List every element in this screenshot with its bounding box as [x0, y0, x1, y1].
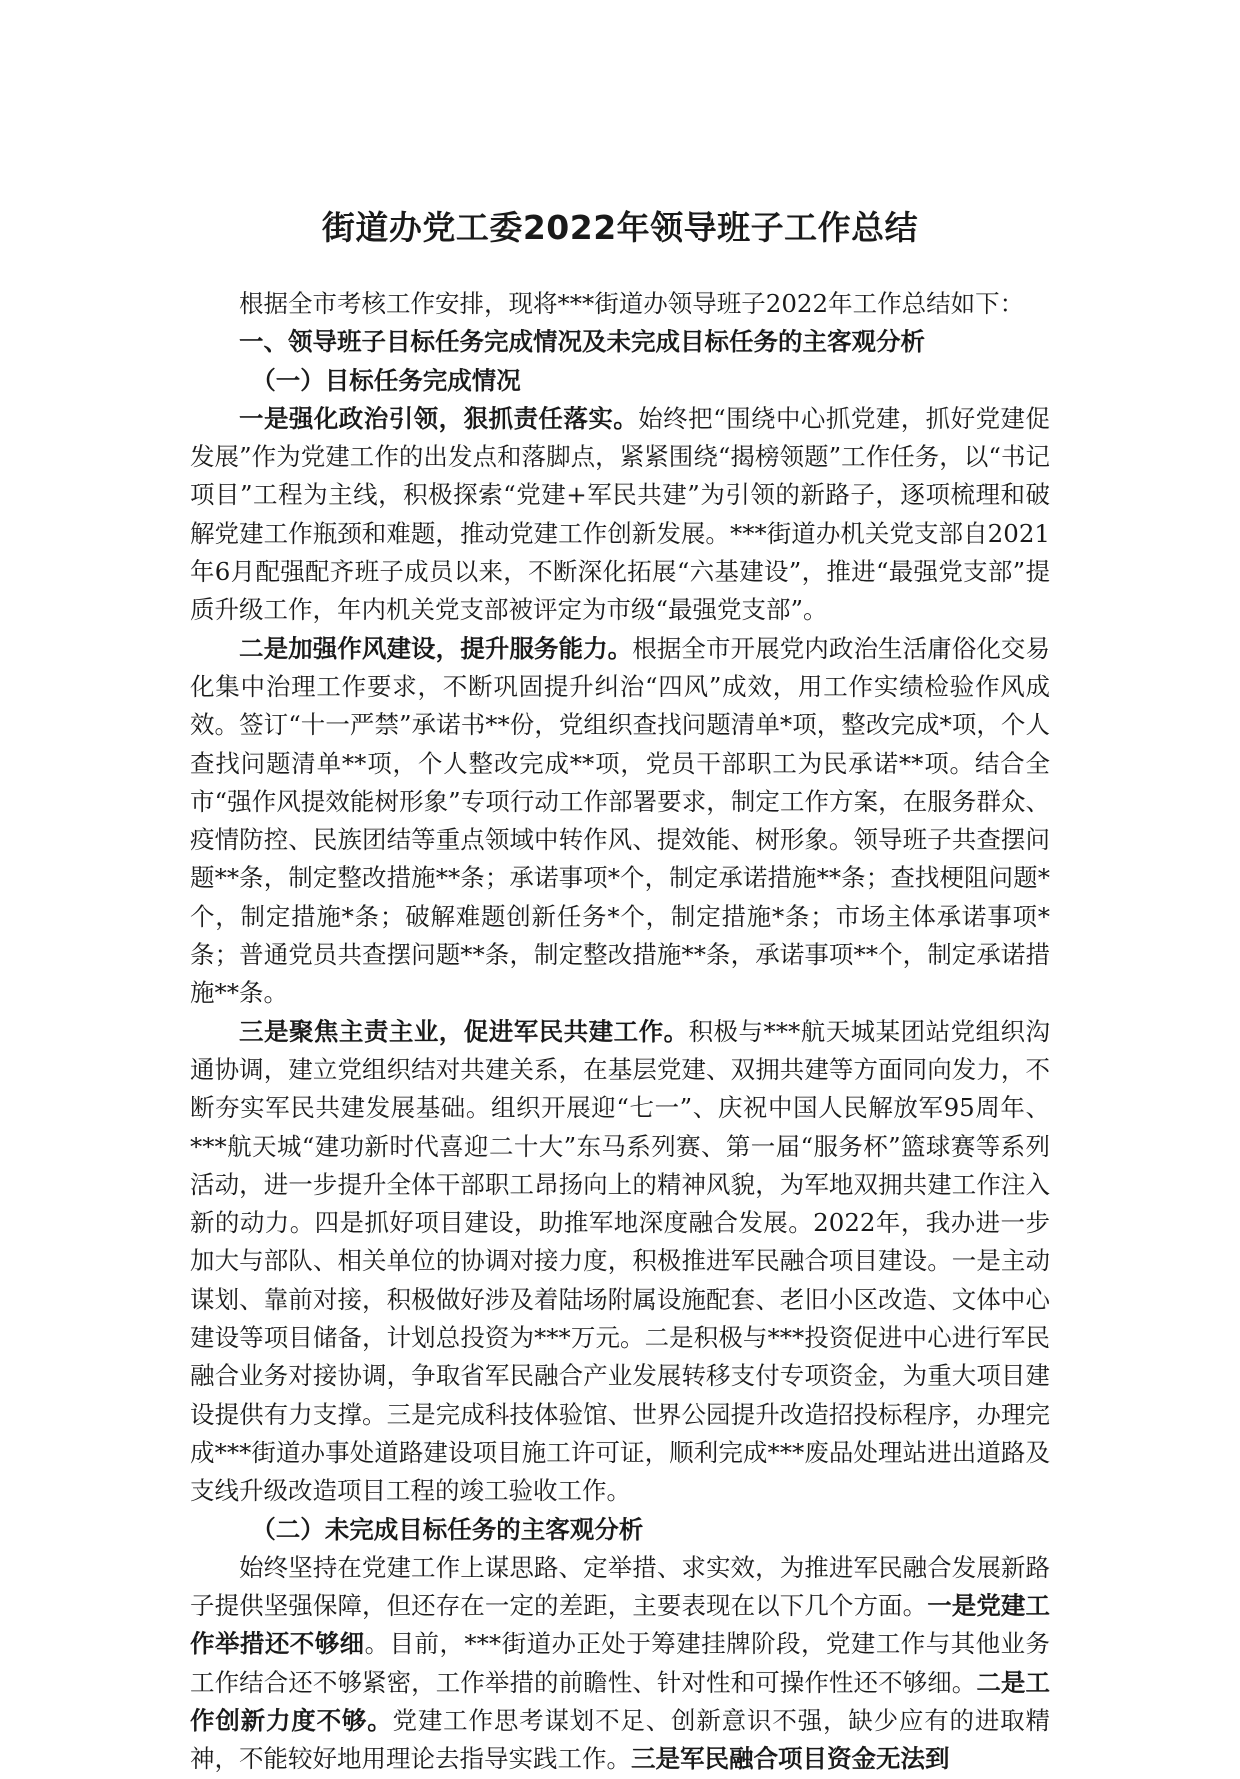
intro-paragraph: 根据全市考核工作安排，现将***街道办领导班子2022年工作总结如下： — [239, 289, 1025, 318]
paragraph-lead: 一是党建工作举措还不够细 — [190, 1591, 1050, 1659]
paragraph-lead: 三是军民融合项目资金无法到 — [631, 1744, 950, 1774]
paragraph-text: 根据全市开展党内政治生活庸俗化交易化集中治理工作要求，不断巩固提升纠治“四风”成效，用工作实绩检验作风成效。签订“十一严禁”承诺书**份，党组织查找问题清单*项，整改完成*项，个人查找问题清单**项，个人整改完成**项，党员干部职工为民承诺**项。结合全市“强作风提效能树形象”专项行动工作部署要求，制定工作方案，在服务群众、疫情防控、民族团结等重点领域中转作风、提效能、树形象。领导班子共查摆问题**条，制定整改措施**条；承诺事项*个，制定承诺措施**条；查找梗阻问题*个，制定措施*条；破解难题创新任务*个，制定措施*条；市场主体承诺事项*条；普通党员共查摆问题**条，制定整改措施**条，承诺事项**个，制定承诺措施**条。 — [190, 633, 1050, 1008]
subsection-heading-2: （二）未完成目标任务的主客观分析 — [251, 1514, 644, 1544]
paragraph-text: 党建工作思考谋划不足、创新意识不强，缺少应有的进取精神，不能较好地用理论去指导实践工作。 — [190, 1705, 1050, 1774]
paragraph-political-leadership — [190, 400, 1050, 630]
section-heading-1: 一、领导班子目标任务完成情况及未完成目标任务的主客观分析 — [239, 327, 925, 357]
document-body — [190, 285, 1050, 1779]
paragraph-lead: 二是加强作风建设，提升服务能力。 — [239, 633, 633, 663]
document-title: 街道办党工委2022年领导班子工作总结 — [321, 208, 919, 247]
paragraph-text: 。目前，***街道办正处于筹建挂牌阶段，党建工作与其他业务工作结合还不够紧密，工作举措的前瞻性、针对性和可操作性还不够细。 — [190, 1629, 1051, 1697]
paragraph-lead: 三是聚焦主责主业，促进军民共建工作。 — [239, 1016, 689, 1046]
paragraph-text: 积极与***航天城某团站党组织沟通协调，建立党组织结对共建关系，在基层党建、双拥共建等方面同向发力，不断夯实军民共建发展基础。组织开展迎“七一”、庆祝中国人民解放军95周年、***航天城“建功新时代喜迎二十大”东马系列赛、第一届“服务杯”篮球赛等系列活动，进一步提升全体干部职工昂扬向上的精神风貌，为军地双拥共建工作注入新的动力。四是抓好项目建设，助推军地深度融合发展。2022年，我办进一步加大与部队、相关单位的协调对接力度，积极推进军民融合项目建设。一是主动谋划、靠前对接，积极做好涉及着陆场附属设施配套、老旧小区改造、文体中心建设等项目储备，计划总投资为***万元。二是积极与***投资促进中心进行军民融合业务对接协调，争取省军民融合产业发展转移支付专项资金，为重大项目建设提供有力支撑。三是完成科技体验馆、世界公园提升改造招投标程序，办理完成***街道办事处道路建设项目施工许可证，顺利完成***废品处理站进出道路及支线升级改造项目工程的竣工验收工作。 — [190, 1016, 1050, 1506]
paragraph-text: 始终把“围绕中心抓党建，抓好党建促发展”作为党建工作的出发点和落脚点，紧紧围绕“揭榜领题”工作任务，以“书记项目”工程为主线，积极探索“党建+军民共建”为引领的新路子，逐项梳理和破解党建工作瓶颈和难题，推动党建工作创新发展。***街道办机关党支部自2021年6月配强配齐班子成员以来，不断深化拓展“六基建设”，推进“最强党支部”提质升级工作，年内机关党支部被评定为市级“最强党支部”。 — [190, 403, 1050, 625]
subsection-heading-1: （一）目标任务完成情况 — [251, 365, 521, 395]
paragraph-work-style — [190, 630, 1050, 1013]
paragraph-military-civil — [190, 1013, 1050, 1511]
paragraph-analysis — [190, 1549, 1050, 1779]
paragraph-lead: 二是工作创新力度不够。 — [190, 1667, 1051, 1735]
paragraph-text: 始终坚持在党建工作上谋思路、定举措、求实效，为推进军民融合发展新路子提供坚强保障，但还存在一定的差距，主要表现在以下几个方面。 — [190, 1552, 1050, 1621]
paragraph-lead: 一是强化政治引领，狠抓责任落实。 — [239, 403, 639, 433]
